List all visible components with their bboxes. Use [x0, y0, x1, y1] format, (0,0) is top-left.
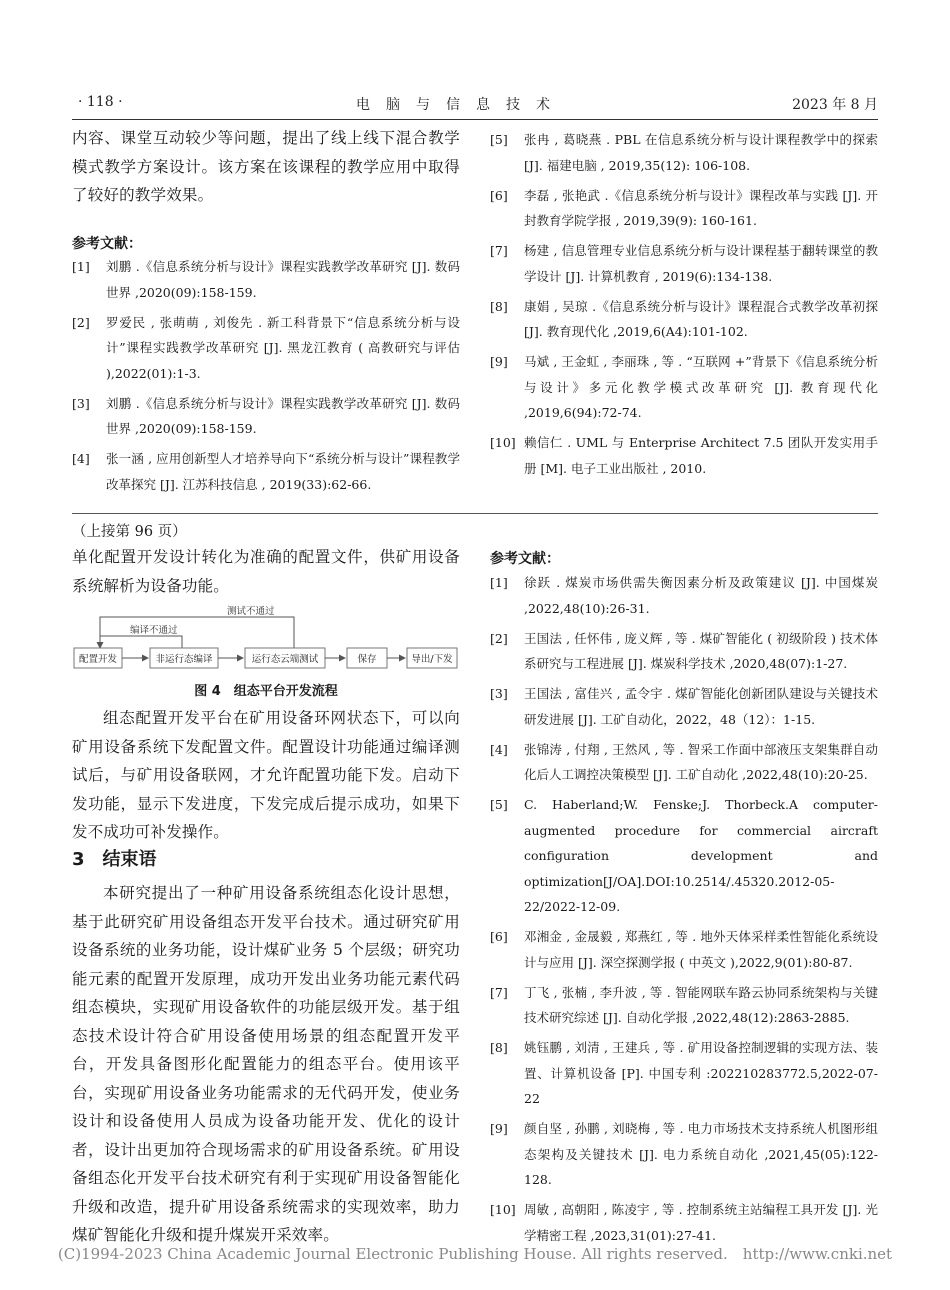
reference-item: [10] 周敏 , 高朝阳 , 陈凌宇 , 等 . 控制系统主站编程工具开发 [J]. 光学精密工程 ,2023,31(01):27-41.: [490, 1202, 878, 1243]
reference-item: [1] 刘鹏 .《信息系统分析与设计》课程实践教学改革研究 [J]. 数码世界 ,2020(09):158-159.: [72, 259, 460, 300]
reference-item: [10] 赖信仁 . UML 与 Enterprise Architect 7.5 团队开发实用手册 [M]. 电子工业出版社 , 2010.: [490, 435, 878, 476]
reference-item: [5] 张冉 , 葛晓燕 . PBL 在信息系统分析与设计课程教学中的探索 [J]. 福建电脑 , 2019,35(12): 106-108.: [490, 132, 878, 173]
compile-fail-label: 编译不通过: [130, 625, 178, 636]
reference-list-top-left: [72, 254, 460, 502]
bottom-left-paragraph-1: [72, 543, 460, 600]
copyright-footer: (C)1994-2023 China Academic Journal Electronic Publishing House. All rights reserved. http://www.cnki.net: [57, 1245, 893, 1263]
node-offline-compile-label: 非运行态编译: [155, 654, 213, 665]
paragraph-text: 组态配置开发平台在矿用设备环网状态下，可以向矿用设备系统下发配置文件。配置设计功能通过编译测试后，与矿用设备联网，才允许配置功能下发。启动下发功能，显示下发进度，下发完成后提示成功，如果下发不成功可补发操作。: [72, 709, 460, 841]
node-save-label: 保存: [357, 654, 377, 665]
top-left-paragraph: [72, 124, 460, 210]
reference-item: [7] 杨建 , 信息管理专业信息系统分析与设计课程基于翻转课堂的教学设计 [J]. 计算机教育 , 2019(6):134-138.: [490, 243, 878, 284]
paragraph-text: 单化配置开发设计转化为准确的配置文件，供矿用设备系统解析为设备功能。: [72, 548, 460, 595]
references-title-top: 参考文献：: [72, 236, 142, 252]
node-export-label: 导出/下发: [411, 654, 453, 665]
bottom-left-paragraph-3: [72, 879, 460, 1250]
flowchart-figure: [72, 604, 460, 672]
reference-item: [2] 王国法 , 任怀伟 , 庞义辉 , 等 . 煤矿智能化 ( 初级阶段 ) 技术体系研究与工程进展 [J]. 煤炭科学技术 ,2020,48(07):1-27.: [490, 630, 878, 671]
continued-note: （上接第 96 页）: [72, 524, 187, 540]
reference-item: [6] 邓湘金 , 金晟毅 , 郑燕红 , 等 . 地外天体采样柔性智能化系统设计与应用 [J]. 深空探测学报 ( 中英文 ),2022,9(01):80-87.: [490, 929, 878, 970]
reference-item: [4] 张锦涛 , 付翔 , 王然风 , 等 . 智采工作面中部液压支架集群自动化后人工调控决策模型 [J]. 工矿自动化 ,2022,48(10):20-25.: [490, 741, 878, 782]
conclusion-text: 内容、课堂互动较少等问题，提出了线上线下混合教学模式教学方案设计。该方案在该课程的教学应用中取得了较好的教学效果。: [72, 129, 460, 204]
test-fail-label: 测试不通过: [227, 606, 275, 617]
references-title-bottom: 参考文献：: [490, 551, 560, 567]
bottom-left-paragraph-2: [72, 704, 460, 847]
page-number: · 118 ·: [78, 94, 123, 110]
reference-item: [2] 罗爱民 , 张萌萌 , 刘俊先 . 新工科背景下“信息系统分析与设计”课程实践教学改革研究 [J]. 黑龙江教育 ( 高教研究与评估 ),2022(01):1-3.: [72, 314, 460, 381]
reference-item: [6] 李磊 , 张艳武 .《信息系统分析与设计》课程改革与实践 [J]. 开封教育学院学报 , 2019,39(9): 160-161.: [490, 187, 878, 228]
compile-fail-loop-arrow: [100, 636, 182, 648]
reference-item: [4] 张一涵 , 应用创新型人才培养导向下“系统分析与设计”课程教学改革探究 [J]. 江苏科技信息 , 2019(33):62-66.: [72, 451, 460, 492]
issue-date: 2023 年 8 月: [792, 97, 878, 113]
paragraph-text: 本研究提出了一种矿用设备系统组态化设计思想，基于此研究矿用设备组态开发平台技术。通过研究矿用设备系统的业务功能，设计煤矿业务 5 个层级；研究功能元素的配置开发原理，成功开发出业务功能元素代码组态模块，实现矿用设备软件的功能层级开发。基于组态技术设计符合矿用设备使用场景的组态配置开发平台，开发具备图形化配置能力的组态平台。使用该平台，实现矿用设备业务功能需求的无代码开发，使业务设计和设备使用人员成为设备功能开发、优化的设计者，设计出更加符合现场需求的矿用设备系统。矿用设备组态化开发平台技术研究有利于实现矿用设备智能化升级和改造，提升矿用设备系统需求的实现效率，助力煤矿智能化升级和提升煤炭开采效率。: [72, 884, 460, 1244]
figure-caption: 图 4 组态平台开发流程: [194, 684, 338, 699]
header-rule: [72, 119, 878, 120]
reference-item: [7] 丁飞 , 张楠 , 李升波 , 等 . 智能网联车路云协同系统架构与关键技术研究综述 [J]. 自动化学报 ,2022,48(12):2863-2885.: [490, 984, 878, 1025]
section-title: 3 结束语: [72, 849, 157, 870]
reference-item: [3] 王国法 , 富佳兴 , 孟令宇 . 煤矿智能化创新团队建设与关键技术研发进展 [J]. 工矿自动化，2022，48（12）：1-15.: [490, 686, 878, 727]
reference-item: [9] 马斌 , 王金虹 , 李丽珠 , 等 . “互联网 +”背景下《信息系统分析与设计》多元化教学模式改革研究 [J]. 教育现代化 ,2019,6(94):72-74.: [490, 354, 878, 420]
reference-list-top-right: [490, 127, 878, 486]
reference-list-bottom-right: [490, 570, 878, 1253]
reference-item: [5] C. Haberland;W. Fenske;J. Thorbeck.A computer-augmented procedure for commercial aircraft configuration development and optimization[J/OA].DOI:10.2514/.45320.2012-05-22/2022-12-09.: [490, 797, 878, 914]
reference-item: [8] 康娟 , 吴琼 .《信息系统分析与设计》课程混合式教学改革初探 [J]. 教育现代化 ,2019,6(A4):101-102.: [490, 298, 878, 339]
node-cloud-test-label: 运行态云端测试: [251, 654, 319, 665]
node-config-dev-label: 配置开发: [78, 654, 118, 665]
reference-item: [8] 姚钰鹏 , 刘清 , 王建兵 , 等 . 矿用设备控制逻辑的实现方法、装置、计算机设备 [P]. 中国专利 :202210283772.5,2022-07-22: [490, 1040, 878, 1106]
article-separator: [72, 513, 878, 514]
reference-item: [1] 徐跃 . 煤炭市场供需失衡因素分析及政策建议 [J]. 中国煤炭 ,2022,48(10):26-31.: [490, 575, 878, 616]
journal-title: 电 脑 与 信 息 技 术: [356, 97, 551, 113]
reference-item: [3] 刘鹏 .《信息系统分析与设计》课程实践教学改革研究 [J]. 数码世界 ,2020(09):158-159.: [72, 395, 460, 436]
reference-item: [9] 颜自坚 , 孙鹏 , 刘晓梅 , 等 . 电力市场技术支持系统人机图形组态架构及关键技术 [J]. 电力系统自动化 ,2021,45(05):122-128.: [490, 1121, 878, 1187]
